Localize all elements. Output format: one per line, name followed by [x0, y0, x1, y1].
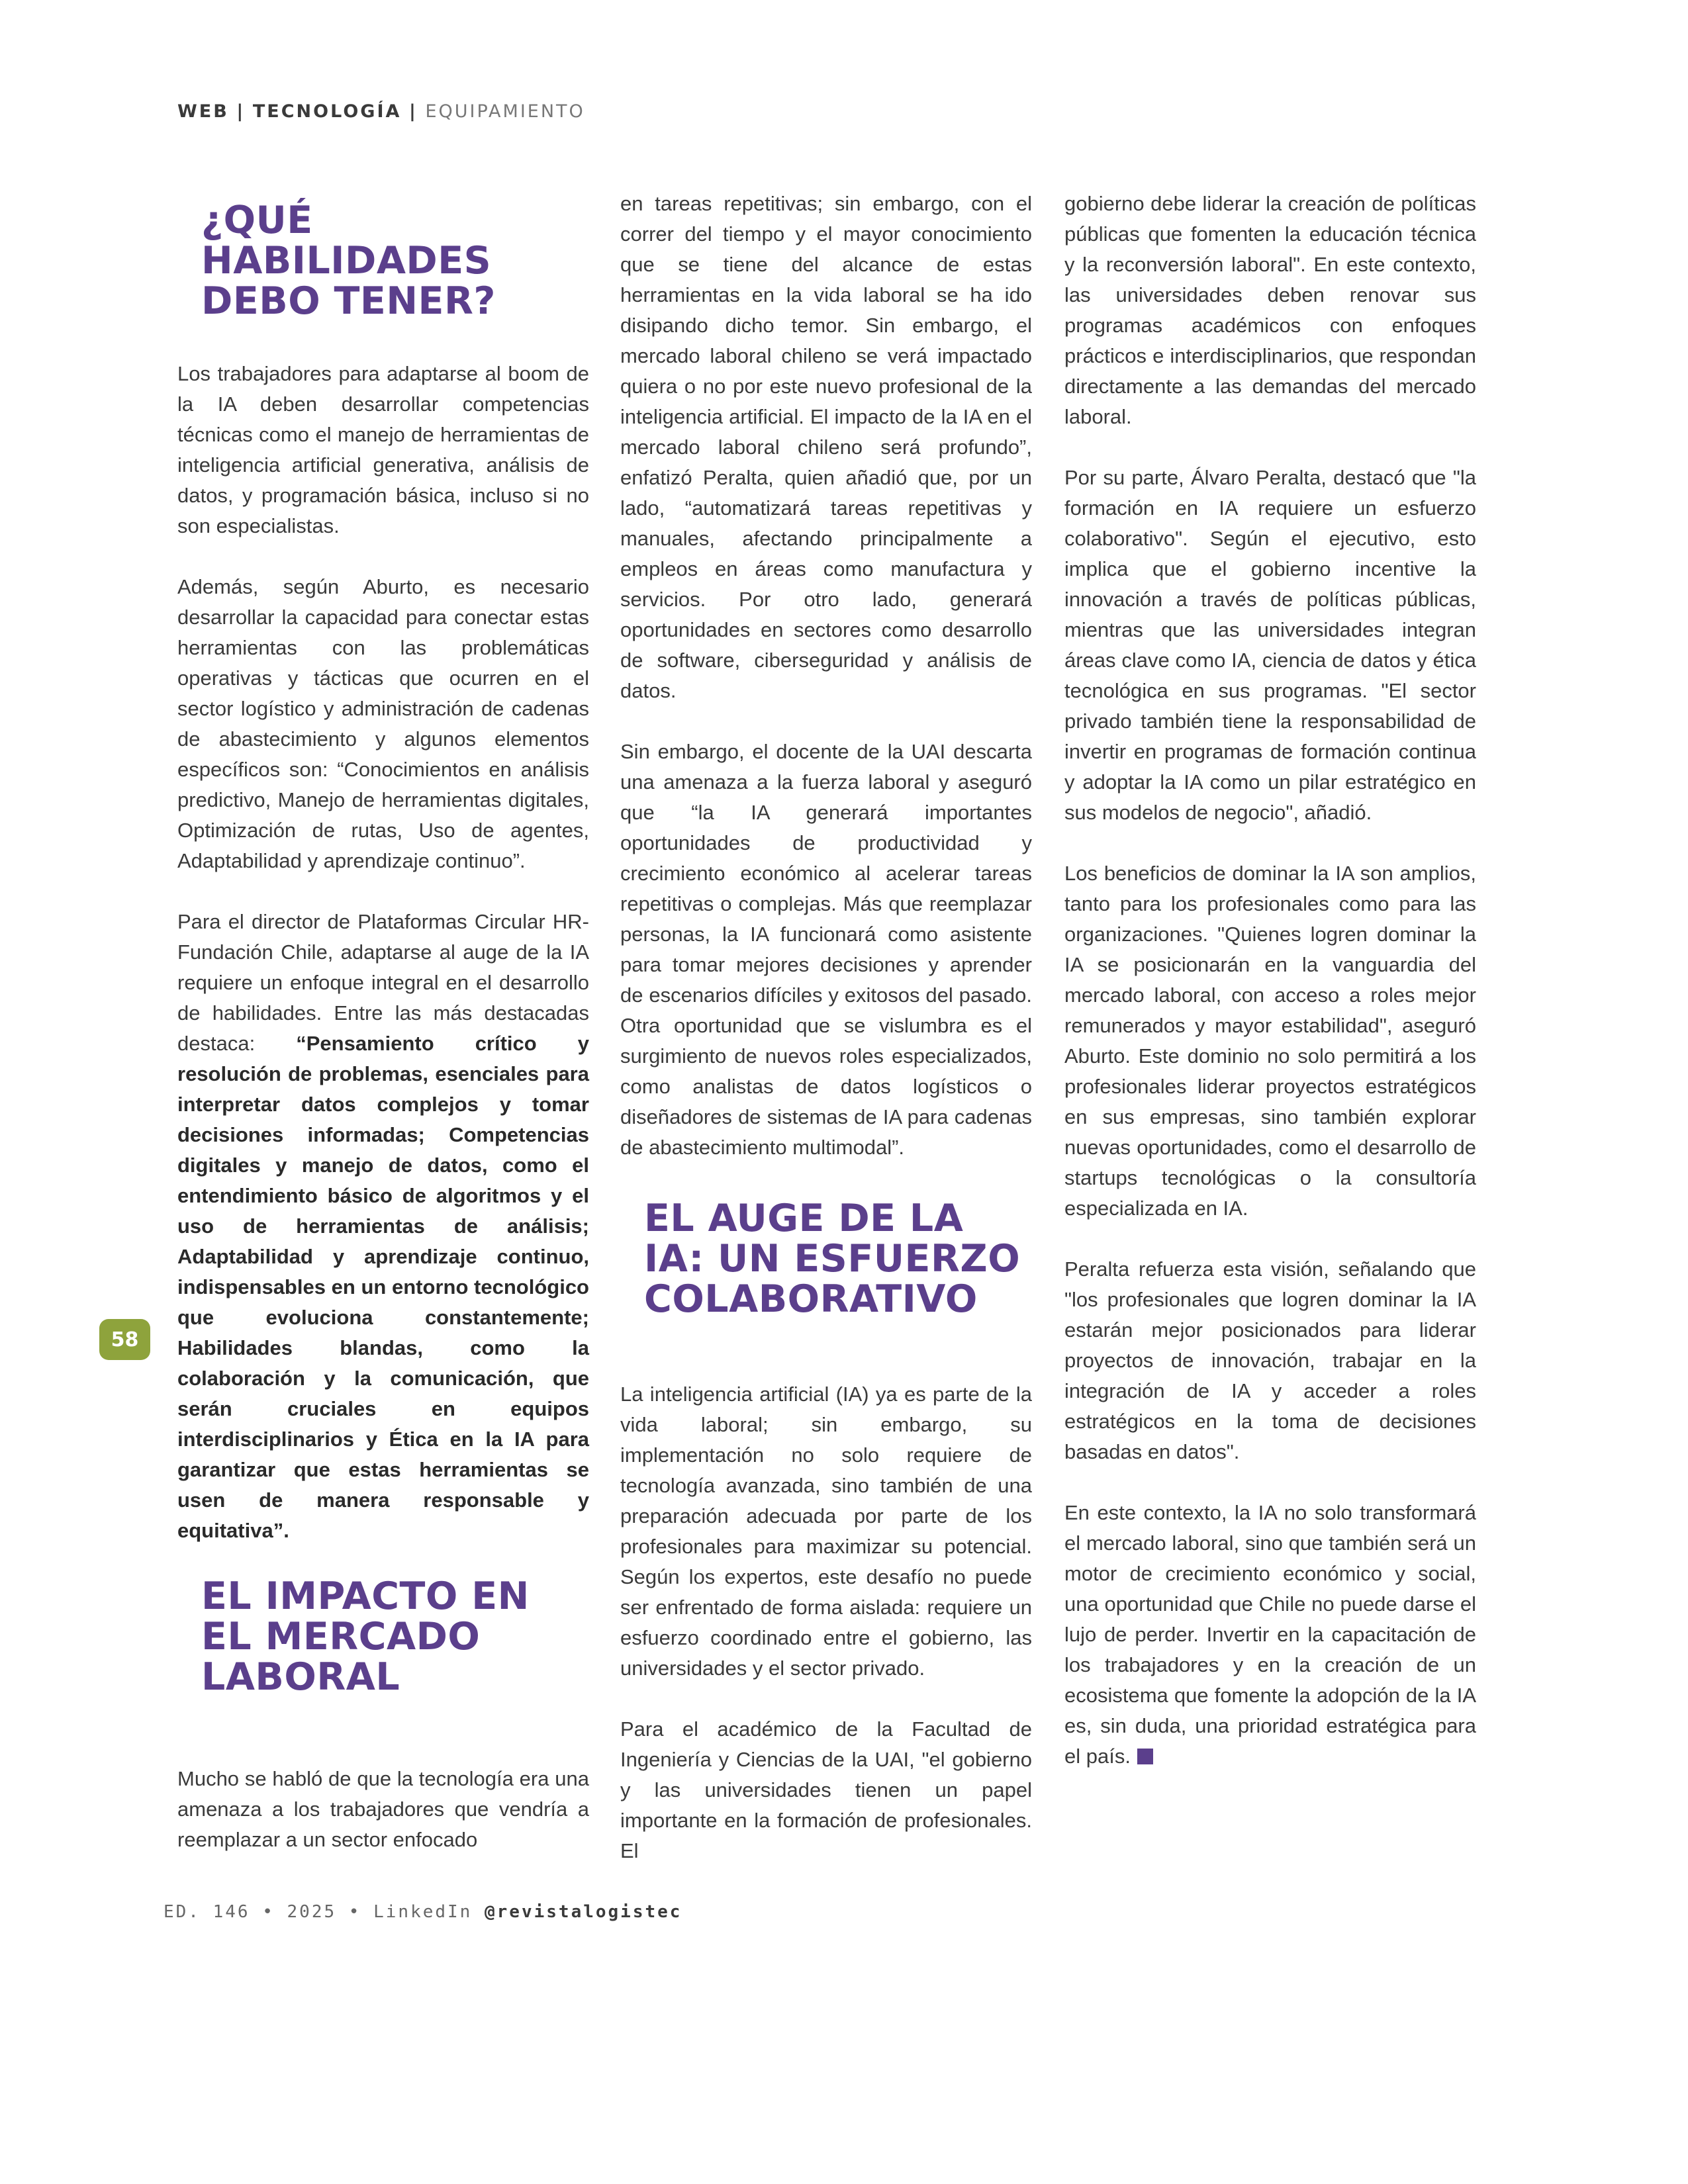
- paragraph: Peralta refuerza esta visión, señalando que "los profesionales que logren dominar la IA estarán mejor posicionados para liderar proyectos de innovación, trabajar en la integración de IA y acceder a roles estratégicos en la toma de decisiones basadas en datos".: [1064, 1257, 1476, 1463]
- heading-habilidades: ¿QUÉ HABILIDADES DEBO TENER?: [201, 199, 496, 323]
- page-number-badge: 58: [99, 1319, 150, 1360]
- paragraph: [177, 907, 589, 1546]
- paragraph: en tareas repetitivas; sin embargo, con el correr del tiempo y el mayor conocimiento que se tiene del alcance de estas herramientas en la vida laboral se ha ido disipando dicho temor. Sin embargo, el mercado laboral chileno se verá impactado quiera o no por este nuevo profesional de la inteligencia artificial. El impacto de la IA en el mercado laboral chileno será profundo”, enfatizó Peralta, quien añadió que, por un lado, “automatizará tareas repetitivas y manuales, afectando principalmente a empleos en áreas como manufactura y servicios. Por otro lado, generará oportunidades en sectores como desarrollo de software, ciberseguridad y análisis de datos.: [620, 192, 1032, 702]
- end-of-article-square-icon: [1137, 1749, 1153, 1764]
- paragraph: Por su parte, Álvaro Peralta, destacó que "la formación en IA requiere un esfuerzo colaborativo". Según el ejecutivo, esto implica que el gobierno incentive la innovación a través de políticas públicas, mientras que las universidades integran áreas clave como IA, ciencia de datos y ética tecnológica en sus programas. "El sector privado también tiene la responsabilidad de invertir en programas de formación continua y adoptar la IA como un pilar estratégico en sus modelos de negocio", añadió.: [1064, 466, 1476, 824]
- header-separator: |: [409, 101, 418, 122]
- paragraph: La inteligencia artificial (IA) ya es parte de la vida laboral; sin embargo, su implementación no solo requiere de tecnología avanzada, sino también de una preparación adecuada por parte de los profesionales para maximizar su potencial. Según los expertos, este desafío no puede ser enfrentado de forma aislada: requiere un esfuerzo coordinado entre el gobierno, las universidades y el sector privado.: [620, 1383, 1032, 1680]
- paragraph-bold-quote: “Pensamiento crítico y resolución de problemas, esenciales para interpretar datos complejos y tomar decisiones informadas; Competencias digitales y manejo de datos, como el entendimiento básico de algoritmos y el uso de herramientas de análisis; Adaptabilidad y aprendizaje continuo, indispensables en un entorno tecnológico que evoluciona constantemente; Habilidades blandas, como la colaboración y la comunicación, que serán cruciales en equipos interdisciplinarios y Ética en la IA para garantizar que estas herramientas se usen de manera responsable y equitativa”.: [177, 1032, 589, 1542]
- heading-auge: EL AUGE DE LA IA: UN ESFUERZO COLABORATIVO: [644, 1197, 1021, 1321]
- paragraph-final-text: En este contexto, la IA no solo transformará el mercado laboral, sino que también será un motor de crecimiento económico y social, una oportunidad que Chile no puede darse el lujo de perder. Invertir en la capacitación de los trabajadores y en la creación de un ecosistema que fomente la adopción de la IA es, sin duda, una prioridad estratégica para el país.: [1064, 1501, 1476, 1768]
- header-equipamiento: EQUIPAMIENTO: [425, 101, 585, 122]
- paragraph: Los trabajadores para adaptarse al boom de la IA deben desarrollar competencias técnicas como el manejo de herramientas de inteligencia artificial generativa, análisis de datos, y programación básica, incluso si no son especialistas.: [177, 362, 589, 537]
- footer-edition: ED. 146 • 2025 • LinkedIn: [164, 1902, 485, 1922]
- article-column-3: [1064, 189, 1476, 1802]
- header-web: WEB: [177, 101, 229, 122]
- paragraph: Además, según Aburto, es necesario desarrollar la capacidad para conectar estas herramientas con las problemáticas operativas y tácticas que ocurren en el sector logístico y administración de cadenas de abastecimiento y algunos elementos específicos son: “Conocimientos en análisis predictivo, Manejo de herramientas digitales, Optimización de rutas, Uso de agentes, Adaptabilidad y aprendizaje continuo”.: [177, 575, 589, 872]
- paragraph-final: [1064, 1498, 1476, 1772]
- paragraph-intro: Para el director de Plataformas Circular HR-Fundación Chile, adaptarse al auge de la IA requiere un enfoque integral en el desarrollo de habilidades. Entre las más destacadas destaca:: [177, 910, 589, 1055]
- article-column-1: [177, 189, 589, 1886]
- header-tecnologia: TECNOLOGÍA: [252, 101, 402, 122]
- footer-linkedin-handle: @revistalogistec: [485, 1902, 682, 1922]
- paragraph: gobierno debe liderar la creación de políticas públicas que fomenten la educación técnica y la reconversión laboral". En este contexto, las universidades deben renovar sus programas académicos con enfoques prácticos e interdisciplinarios, que respondan directamente a las demandas del mercado laboral.: [1064, 192, 1476, 428]
- paragraph: Los beneficios de dominar la IA son amplios, tanto para los profesionales como para las organizaciones. "Quienes logren dominar la IA se posicionarán en la vanguardia del mercado laboral, con acceso a roles mejor remunerados y mayor estabilidad", aseguró Aburto. Este dominio no solo permitirá a los profesionales liderar proyectos estratégicos en sus empresas, sino también explorar nuevas oportunidades, como el desarrollo de startups tecnológicas o la consultoría especializada en IA.: [1064, 862, 1476, 1220]
- paragraph: Sin embargo, el docente de la UAI descarta una amenaza a la fuerza laboral y aseguró que “la IA generará importantes oportunidades de productividad y crecimiento económico al acelerar tareas repetitivas o complejas. Más que reemplazar personas, la IA funcionará como asistente para tomar mejores decisiones y aprender de escenarios difíciles y exitosos del pasado. Otra oportunidad que se vislumbra es el surgimiento de nuevos roles especializados, como analistas de datos logísticos o diseñadores de sistemas de IA para cadenas de abastecimiento multimodal”.: [620, 740, 1032, 1159]
- paragraph: Mucho se habló de que la tecnología era una amenaza a los trabajadores que vendría a reemplazar a un sector enfocado: [177, 1767, 589, 1851]
- header-separator: |: [236, 101, 246, 122]
- section-header: [177, 101, 585, 122]
- paragraph: Para el académico de la Facultad de Ingeniería y Ciencias de la UAI, "el gobierno y las universidades tienen un papel importante en la formación de profesionales. El: [620, 1717, 1032, 1862]
- footer: [164, 1902, 682, 1922]
- heading-impacto: EL IMPACTO EN EL MERCADO LABORAL: [201, 1574, 530, 1699]
- article-column-2: [620, 189, 1032, 1897]
